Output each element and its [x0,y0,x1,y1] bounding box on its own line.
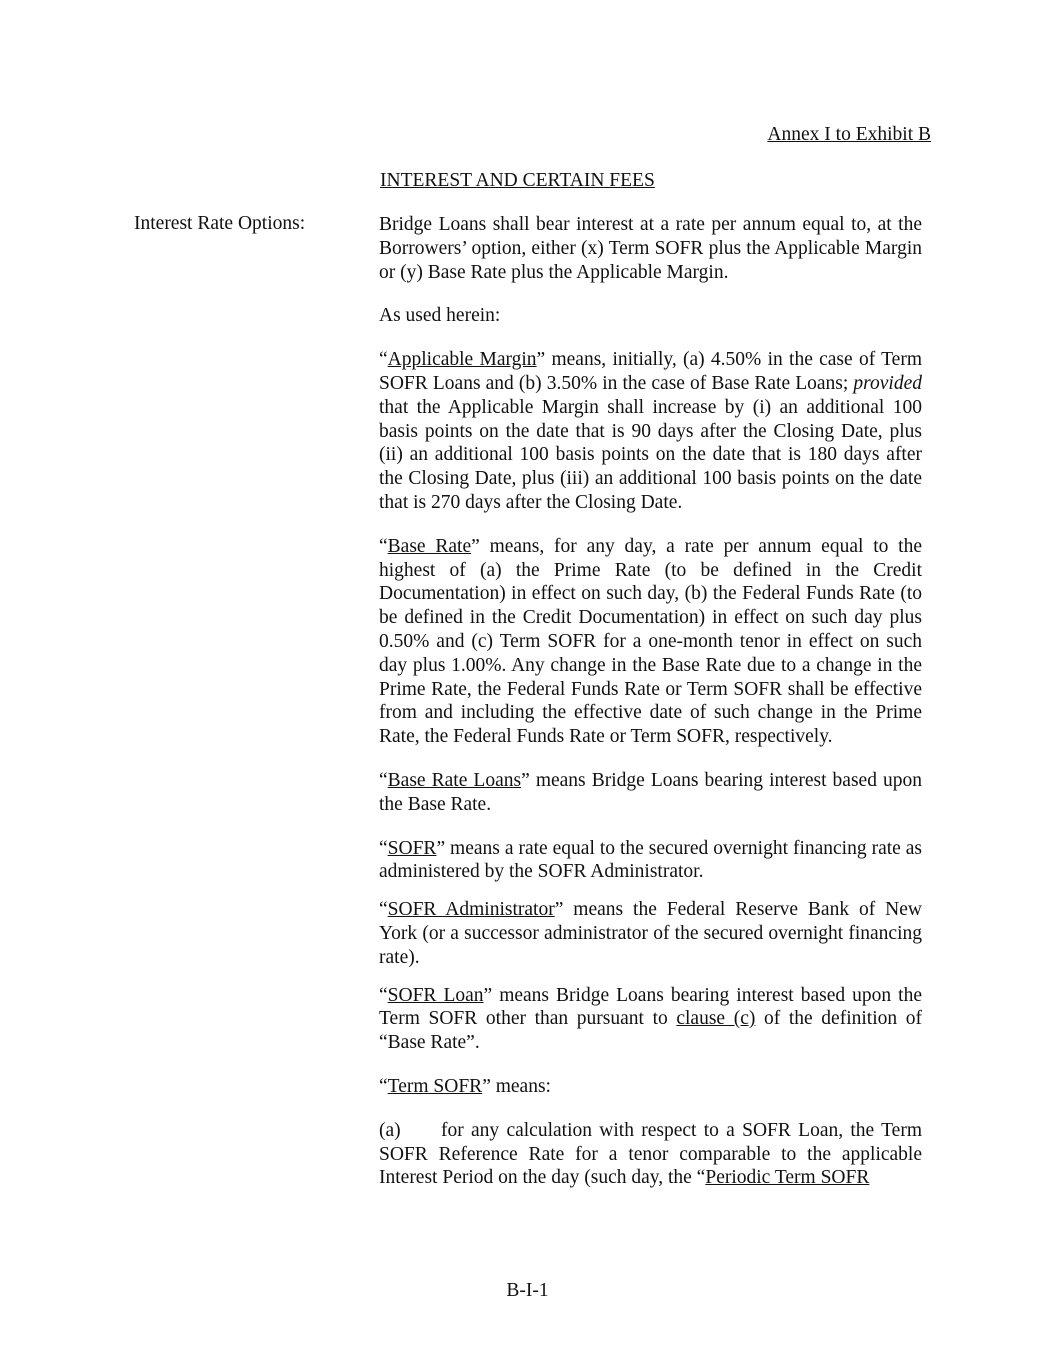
body-column [379,213,922,1210]
side-label: Interest Rate Options: [134,213,306,234]
definition-base-rate-loans [379,769,922,817]
definition-text: ” means: [482,1075,551,1097]
defined-term: Term SOFR [387,1075,483,1097]
section-heading: INTEREST AND CERTAIN FEES [380,170,655,191]
definition-text: ” means the Federal Reserve Bank of New York (or a successor administrator of the secured overnight financing rate). [379,899,923,968]
definition-sofr-administrator [379,898,922,969]
defined-term: SOFR Administrator [387,899,555,921]
open-quote: “ [379,837,388,859]
open-quote: “ [379,535,388,557]
definition-base-rate [379,535,922,749]
paragraph-interest-options: Bridge Loans shall bear interest at a rate per annum equal to, at the Borrowers’ option, either (x) Term SOFR plus the Applicable Margin or (y) Base Rate plus the Applicable Margin. [379,214,922,283]
definition-text: ” means Bridge Loans bearing interest based upon the Term SOFR other than pursuant to [379,984,922,1030]
term-sofr-clause-a [379,1119,922,1190]
italic-proviso: provided [853,372,922,394]
definition-sofr [379,837,922,885]
definition-text: that the Applicable Margin shall increase by (i) an additional 100 basis points on the date that is 90 days after the Closing Date, plus (ii) an additional 100 basis points on the date that is 180 days after the Closing Date, plus (iii) an additional 100 basis points on the date that is 270 days after the Closing Date. [379,396,922,513]
definition-applicable-margin [379,348,922,515]
defined-term: SOFR Loan [387,984,484,1006]
open-quote: “ [379,984,388,1006]
page-number: B-I-1 [506,1280,549,1301]
definition-term-sofr [379,1075,922,1099]
clause-reference: clause (c) [676,1008,756,1030]
defined-term: SOFR [387,837,437,859]
definition-text: ” means a rate equal to the secured overnight financing rate as administered by the SOFR Administrator. [379,837,922,883]
definition-sofr-loan [379,984,922,1055]
definition-text: ” means Bridge Loans bearing interest based upon the Base Rate. [379,769,923,815]
defined-term: Base Rate [387,535,472,557]
definition-text: ” means, for any day, a rate per annum equal to the highest of (a) the Prime Rate (to be defined in the Credit Documentation) in effect on such day, (b) the Federal Funds Rate (to be defined in the Credit Documentation) in effect on such day plus 0.50% and (c) Term SOFR for a one-month tenor in effect on such day plus 1.00%. Any change in the Base Rate due to a change in the Prime Rate, the Federal Funds Rate or Term SOFR shall be effective from and including the effective date of such change in the Prime Rate, the Federal Funds Rate or Term SOFR, respectively. [379,535,923,748]
open-quote: “ [379,899,388,921]
clause-text: for any calculation with respect to a SOFR Loan, the Term SOFR Reference Rate for a tenor comparable to the applicable Interest Period on the day (such day, the “ [379,1119,922,1189]
clause-marker: (a) [379,1119,401,1141]
defined-term: Applicable Margin [387,349,537,371]
definition-text: of the definition of “Base Rate”. [379,1008,922,1054]
annex-reference: Annex I to Exhibit B [767,124,931,145]
open-quote: “ [379,1075,388,1097]
defined-term: Base Rate Loans [387,769,522,791]
open-quote: “ [379,349,388,371]
open-quote: “ [379,769,388,791]
paragraph-as-used: As used herein: [379,305,501,327]
defined-term: Periodic Term SOFR [705,1167,870,1189]
definition-text: ” means, initially, (a) 4.50% in the case of Term SOFR Loans and (b) 3.50% in the case of Base Rate Loans; [379,349,922,394]
